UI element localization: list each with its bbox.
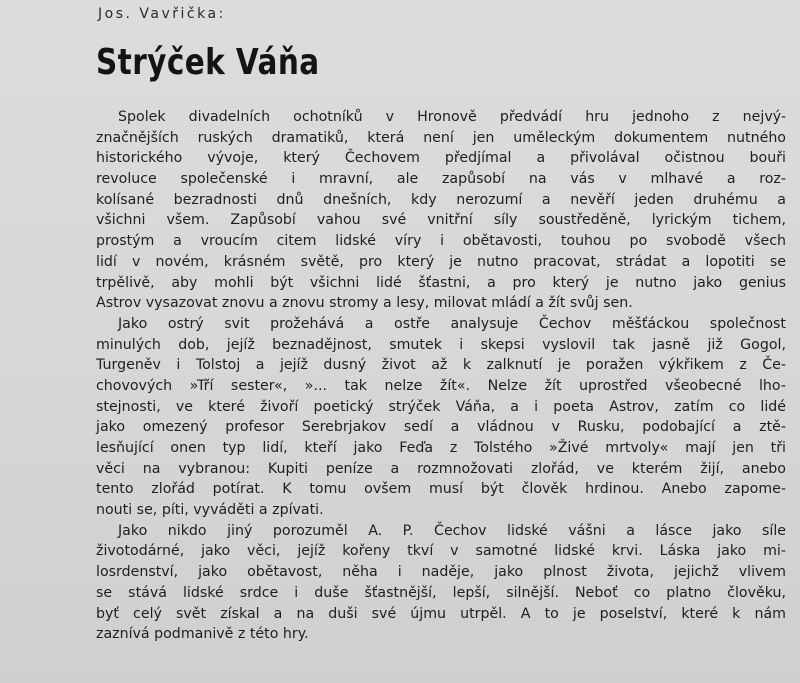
paragraph-3-line-3: losrdenství, jako obětavost, něha i naděje, jako plnost života, jejichž vlivem — [96, 564, 786, 581]
article-title: Strýček Váňa — [96, 42, 320, 83]
author-name: Jos. Vavřička: — [98, 6, 226, 22]
paragraph-2-line-2: minulých dob, jejíž beznadějnost, smutek i skepsi vyslovil tak jasně již Gogol, — [96, 336, 786, 353]
paragraph-3-line-5: byť celý svět získal a na duši své újmu utrpěl. A to je poselství, které k nám — [96, 605, 786, 622]
paragraph-2-line-10: nouti se, píti, vyváděti a zpívati. — [96, 502, 324, 519]
paragraph-1-line-5: kolísané bezradnosti dnů dnešních, kdy nerozumí a nevěří jeden druhému a — [96, 191, 786, 208]
paragraph-3-line-4: se stává lidské srdce i duše šťastnější, lepší, silnější. Neboť co platno člověku, — [96, 584, 786, 601]
paragraph-1-line-3: historického vývoje, který Čechovem předjímal a přivolával očistnou bouři — [96, 150, 786, 167]
article-body — [96, 107, 786, 645]
paragraph-3-line-2: životodárné, jako věci, jejíž kořeny tkví v samotné lidské krvi. Láska jako mi- — [96, 543, 786, 560]
paragraph-1-line-4: revoluce společenské i mravní, ale zapůsobí na vás v mlhavé a roz- — [96, 171, 786, 188]
paragraph-2-line-1: Jako ostrý svit prožehává a ostře analysuje Čechov měšťáckou společnost — [118, 315, 786, 332]
paragraph-3-line-1: Jako nikdo jiný porozuměl A. P. Čechov lidské vášni a lásce jako síle — [118, 522, 786, 539]
paragraph-2-line-3: Turgeněv i Tolstoj a jejíž dusný život až k zalknutí je poražen výkřikem z Če- — [96, 357, 786, 374]
paragraph-2-line-7: lesňující onen typ lidí, kteří jako Feďa z Tolstého »Živé mrtvoly« mají jen tři — [96, 440, 786, 456]
paragraph-2-line-4: chovových »Tří sester«, »... tak nelze žít«. Nelze žít uprostřed všeobecné lho- — [96, 377, 786, 394]
paragraph-2-line-9: tento zlořád potírat. K tomu ovšem musí být člověk hrdinou. Anebo zapome- — [96, 481, 786, 498]
paragraph-1-line-8: lidí v novém, krásném světě, pro který je nutno pracovat, strádat a lopotiti se — [96, 253, 786, 270]
paragraph-1-line-10: Astrov vysazovat znovu a znovu stromy a lesy, milovat mládí a žít svůj sen. — [96, 295, 633, 312]
paragraph-1-line-9: trpělivě, aby mohli být všichni lidé šťastni, a pro který je nutno jako genius — [96, 274, 786, 291]
paragraph-2-line-8: věci na vybranou: Kupiti peníze a rozmnožovati zlořád, ve kterém žijí, anebo — [96, 460, 786, 477]
paragraph-3-line-6: zaznívá podmanivě z této hry. — [96, 626, 309, 643]
paragraph-1-line-2: značnějších ruských dramatiků, která není jen uměleckým dokumentem nutného — [96, 129, 786, 146]
paragraph-1-line-1: Spolek divadelních ochotníků v Hronově předvádí hru jednoho z nejvý- — [118, 109, 786, 125]
paragraph-1-line-7: prostým a vroucím citem lidské víry i obětavosti, touhou po svobodě všech — [96, 233, 786, 250]
paragraph-2-line-5: stejnosti, ve které živoří poetický strýček Váňa, a i poeta Astrov, zatím co lidé — [96, 398, 786, 415]
paragraph-1-line-6: všichni všem. Zapůsobí vahou své vnitřní síly soustředěně, lyrickým tichem, — [96, 212, 786, 229]
paragraph-2-line-6: jako omezený profesor Serebrjakov sedí a vládnou v Rusku, podobající a ztě- — [96, 419, 786, 436]
